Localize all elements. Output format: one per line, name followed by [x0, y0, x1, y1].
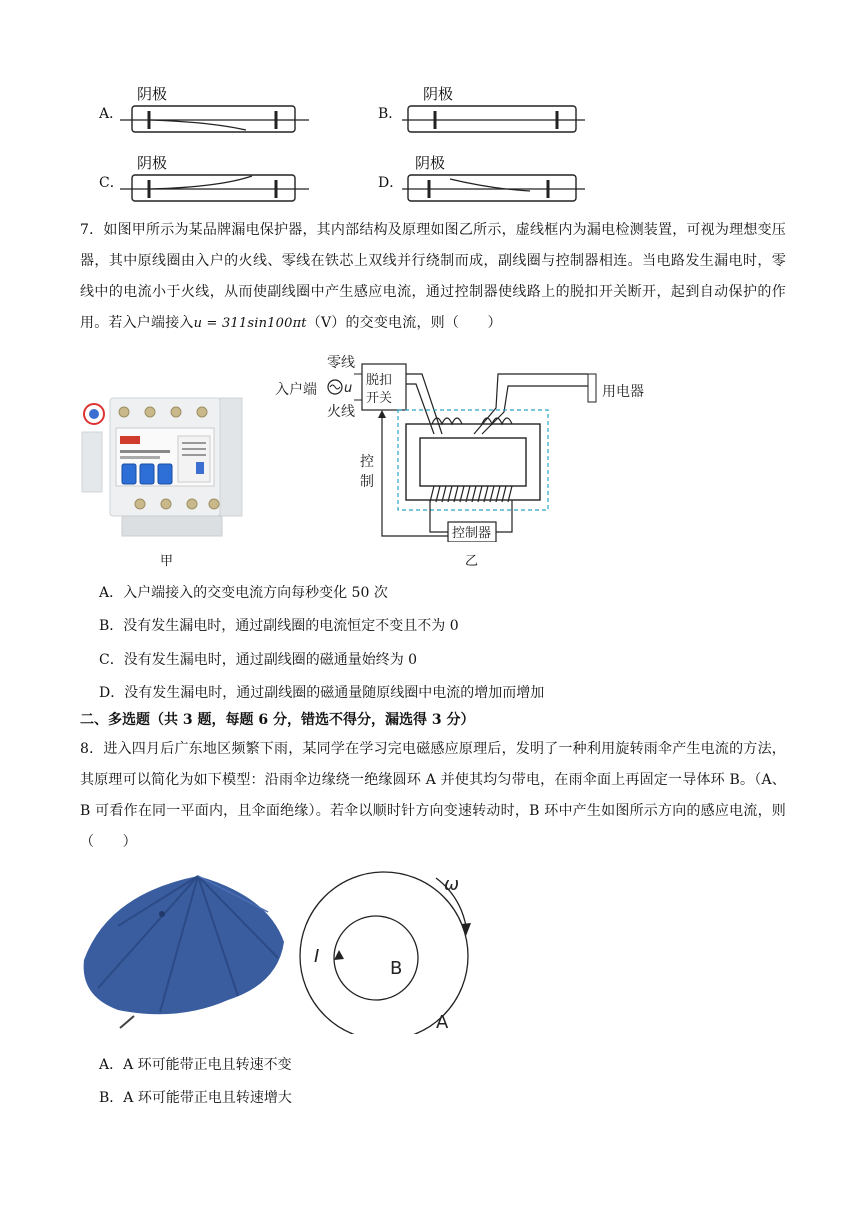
question-7-formula: u = 311sin100πt: [193, 316, 307, 331]
rings-diagram: [284, 866, 484, 1034]
q7-option-b: B．没有发生漏电时，通过副线圈的电流恒定不变且不为 0: [99, 618, 459, 634]
label-ring-b: B: [390, 958, 403, 979]
section-2-title: 二、多选题（共 3 题，每题 6 分，错选不得分，漏选得 3 分）: [80, 712, 475, 728]
figure-caption-yi: 乙: [465, 554, 479, 569]
q8-option-b: B．A 环可能带正电且转速增大: [99, 1090, 292, 1106]
label-ring-a: A: [436, 1012, 449, 1033]
q6-option-c-label: C．: [99, 175, 124, 191]
cathode-label-d: 阴极: [415, 154, 446, 172]
tube-figure-b: [402, 100, 592, 140]
label-switch-1: 脱扣: [366, 373, 393, 388]
label-omega: ω: [444, 874, 460, 895]
label-entry: 入户端: [275, 382, 317, 398]
ring-a: [300, 872, 468, 1034]
label-u: u: [344, 381, 353, 396]
question-8-stem: 8．进入四月后广东地区频繁下雨，某同学在学习完电磁感应原理后，发明了一种利用旋转雨伞产生电流的方法，其原理可以简化为如下模型：沿雨伞边缘绕一绝缘圆环 A 并使其均匀带电，在雨伞面上再固定一导体环 B。（A、B 可看作在同一平面内，且伞面绝缘）。若伞以顺时针方向变速转动时，B 环中产生如图所示方向的感应电流，则（ ）: [80, 741, 786, 850]
umbrella-photo: [78, 872, 288, 1032]
figure-caption-jia: 甲: [160, 554, 174, 569]
question-7-stem: [80, 215, 786, 339]
cathode-label-a: 阴极: [137, 85, 168, 103]
question-7-tail: （V）的交变电流，则（ ）: [306, 315, 502, 331]
q6-option-a-label: A．: [99, 106, 124, 122]
q6-option-b-label: B．: [378, 106, 403, 122]
q7-option-c: C．没有发生漏电时，通过副线圈的磁通量始终为 0: [99, 652, 418, 668]
cathode-label-c: 阴极: [137, 154, 168, 172]
leakage-protector-photo: [80, 392, 250, 542]
ring-b: [334, 916, 418, 1000]
label-switch-2: 开关: [366, 391, 393, 406]
q7-option-a: A．入户端接入的交变电流方向每秒变化 50 次: [99, 585, 388, 601]
tube-figure-a: [120, 100, 310, 140]
q6-option-d-label: D．: [378, 175, 404, 191]
leakage-circuit-diagram: [272, 352, 652, 542]
q8-option-a: A．A 环可能带正电且转速不变: [99, 1057, 292, 1073]
tube-figure-c: [120, 169, 310, 209]
question-7-text: 7．如图甲所示为某品牌漏电保护器，其内部结构及原理如图乙所示，虚线框内为漏电检测装置，可视为理想变压器，其中原线圈由入户的火线、零线在铁芯上双线并行绕制而成，副线圈与控制器相连。当电路发生漏电时，零线中的电流小于火线，从而使副线圈中产生感应电流，通过控制器使线路上的脱扣开关断开，起到自动保护的作用。若入户端接入: [80, 222, 786, 331]
label-control-2: 制: [360, 474, 374, 490]
label-current: I: [314, 946, 320, 967]
label-appliance: 用电器: [602, 384, 644, 400]
cathode-label-b: 阴极: [423, 85, 454, 103]
tube-figure-d: [402, 169, 592, 209]
label-control-1: 控: [360, 454, 374, 470]
label-zero-line: 零线: [327, 355, 355, 371]
label-controller: 控制器: [452, 526, 492, 541]
label-live-line: 火线: [327, 404, 355, 420]
q7-option-d: D．没有发生漏电时，通过副线圈的磁通量随原线圈中电流的增加而增加: [99, 685, 545, 701]
